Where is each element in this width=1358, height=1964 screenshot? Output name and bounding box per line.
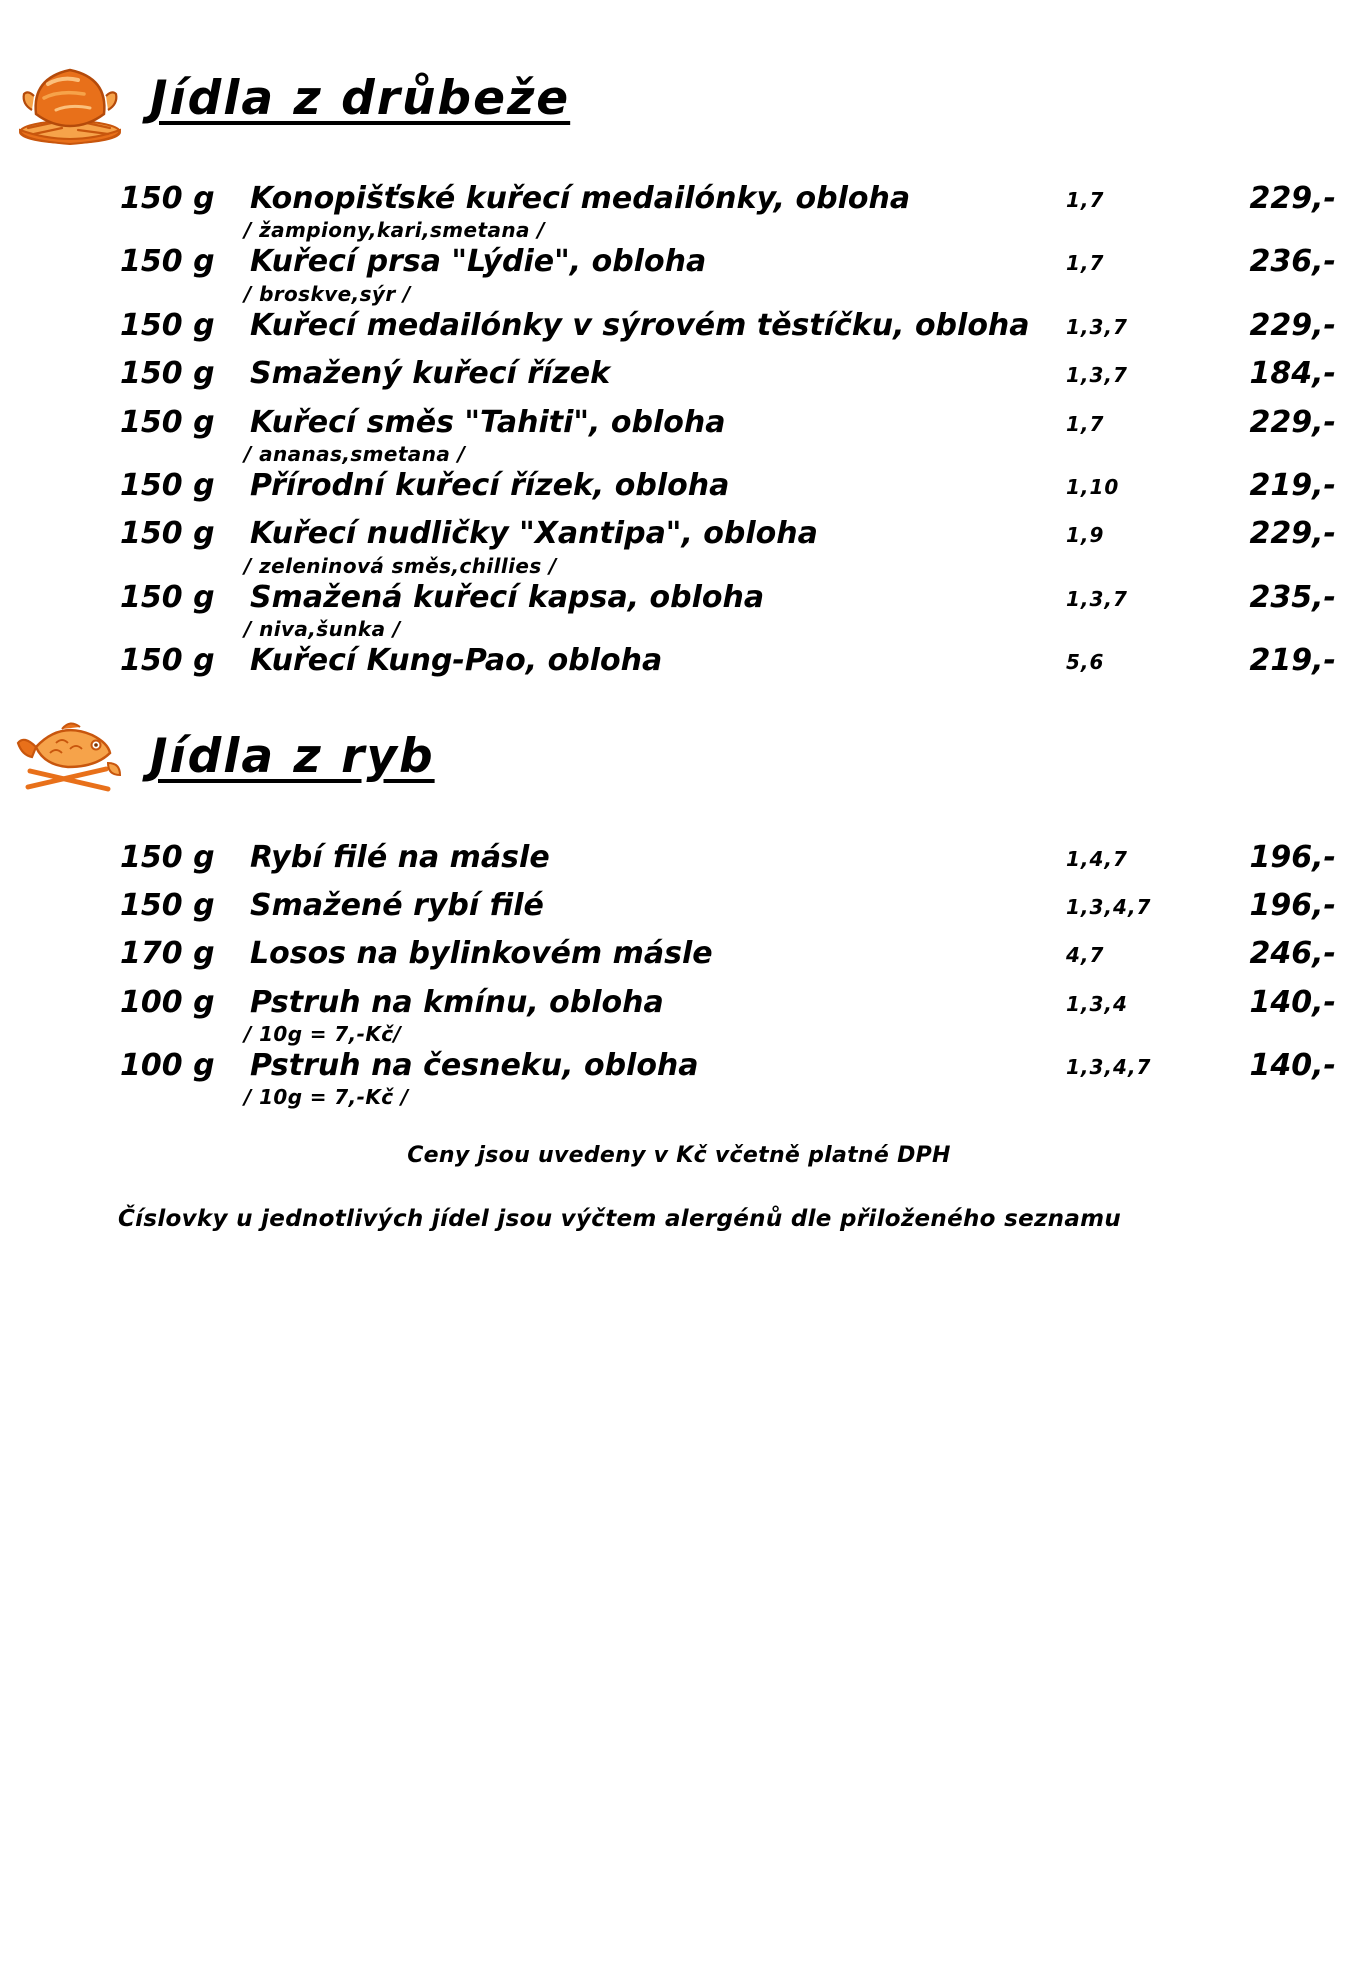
item-price: 140,- — [1249, 1048, 1336, 1084]
menu-item-row — [120, 355, 1358, 393]
menu-item-row — [120, 984, 1358, 1022]
vat-note: Ceny jsou uvedeny v Kč včetně platné DPH — [407, 1143, 951, 1169]
item-allergens: 1,10 — [1066, 474, 1120, 499]
item-name: Pstruh na česneku, obloha — [250, 1048, 699, 1084]
item-weight: 100 g — [120, 1048, 215, 1084]
item-name: Kuřecí medailónky v sýrovém těstíčku, obloha — [250, 307, 1030, 343]
menu-item-row — [120, 1047, 1358, 1085]
item-price: 246,- — [1249, 936, 1336, 972]
item-weight: 150 g — [120, 467, 215, 503]
item-weight: 150 g — [120, 887, 215, 923]
item-price: 219,- — [1249, 467, 1336, 503]
item-description: / 10g = 7,-Kč/ — [244, 1022, 402, 1047]
menu-list-fish — [0, 839, 1358, 1110]
item-description: / niva,šunka / — [244, 617, 401, 642]
item-description: / 10g = 7,-Kč / — [244, 1085, 409, 1110]
item-price: 235,- — [1249, 579, 1336, 615]
allergen-note: Číslovky u jednotlivých jídel jsou výčtem alergénů dle přiloženého seznamu — [118, 1206, 1122, 1233]
item-name: Pstruh na kmínu, obloha — [250, 984, 664, 1020]
item-allergens: 1,3,7 — [1066, 363, 1128, 388]
item-name: Konopišťské kuřecí medailónky, obloha — [250, 181, 911, 216]
section-header-fish — [0, 709, 1358, 805]
item-weight: 150 g — [120, 307, 215, 343]
item-allergens: 1,3,4,7 — [1066, 894, 1152, 919]
item-weight: 150 g — [120, 356, 215, 392]
item-allergens: 1,7 — [1066, 411, 1105, 436]
item-allergens: 5,6 — [1066, 650, 1105, 675]
item-name: Smažená kuřecí kapsa, obloha — [250, 579, 765, 615]
item-price: 229,- — [1249, 307, 1336, 343]
item-allergens: 1,3,4 — [1066, 991, 1128, 1016]
item-name: Kuřecí směs "Tahiti", obloha — [250, 404, 726, 440]
item-description: / broskve,sýr / — [244, 281, 411, 306]
item-description: / zeleninová směs,chillies / — [244, 553, 557, 578]
item-price: 229,- — [1249, 516, 1336, 552]
item-allergens: 1,3,4,7 — [1066, 1055, 1152, 1080]
menu-item-row — [120, 243, 1358, 281]
menu-list-poultry — [0, 180, 1358, 681]
item-allergens: 1,4,7 — [1066, 846, 1128, 871]
item-allergens: 1,9 — [1066, 523, 1105, 548]
item-weight: 150 g — [120, 579, 215, 615]
fish-icon — [0, 709, 140, 805]
item-allergens: 1,7 — [1066, 188, 1105, 212]
menu-item-row — [120, 935, 1358, 973]
item-name: Kuřecí Kung-Pao, obloha — [250, 643, 663, 679]
item-allergens: 4,7 — [1066, 943, 1105, 968]
item-price: 196,- — [1249, 839, 1336, 875]
menu-item-row — [120, 307, 1358, 345]
item-weight: 150 g — [120, 839, 215, 875]
item-price: 236,- — [1249, 244, 1336, 280]
roast-turkey-icon — [0, 44, 140, 152]
menu-item-row — [120, 515, 1358, 553]
item-weight: 170 g — [120, 936, 215, 972]
item-name: Smažené rybí filé — [250, 887, 544, 923]
section-title-fish: Jídla z ryb — [150, 729, 435, 785]
item-price: 229,- — [1249, 181, 1336, 216]
item-weight: 150 g — [120, 643, 215, 679]
item-price: 219,- — [1249, 643, 1336, 679]
item-name: Kuřecí prsa "Lýdie", obloha — [250, 244, 707, 280]
item-weight: 150 g — [120, 181, 215, 216]
item-name: Losos na bylinkovém másle — [250, 936, 713, 972]
menu-item-row — [120, 642, 1358, 680]
menu-item-row — [120, 579, 1358, 617]
menu-item-row — [120, 404, 1358, 442]
item-weight: 100 g — [120, 984, 215, 1020]
item-description: / žampiony,kari,smetana / — [244, 218, 545, 243]
menu-item-row — [120, 839, 1358, 877]
item-name: Smažený kuřecí řízek — [250, 356, 611, 392]
item-name: Přírodní kuřecí řízek, obloha — [250, 467, 730, 503]
item-name: Kuřecí nudličky "Xantipa", obloha — [250, 516, 818, 552]
item-allergens: 1,7 — [1066, 251, 1105, 276]
menu-item-row — [120, 180, 1358, 218]
section-header-poultry — [0, 44, 1358, 152]
menu-page — [0, 44, 1358, 1964]
item-description: / ananas,smetana / — [244, 441, 466, 466]
item-allergens: 1,3,7 — [1066, 314, 1128, 339]
menu-item-row — [120, 887, 1358, 925]
item-weight: 150 g — [120, 404, 215, 440]
item-price: 196,- — [1249, 887, 1336, 923]
item-price: 140,- — [1249, 984, 1336, 1020]
item-weight: 150 g — [120, 244, 215, 280]
item-price: 229,- — [1249, 404, 1336, 440]
menu-item-row — [120, 467, 1358, 505]
item-price: 184,- — [1249, 356, 1336, 392]
item-name: Rybí filé na másle — [250, 839, 550, 875]
item-allergens: 1,3,7 — [1066, 586, 1128, 611]
section-title-poultry: Jídla z drůbeže — [150, 70, 571, 126]
item-weight: 150 g — [120, 516, 215, 552]
